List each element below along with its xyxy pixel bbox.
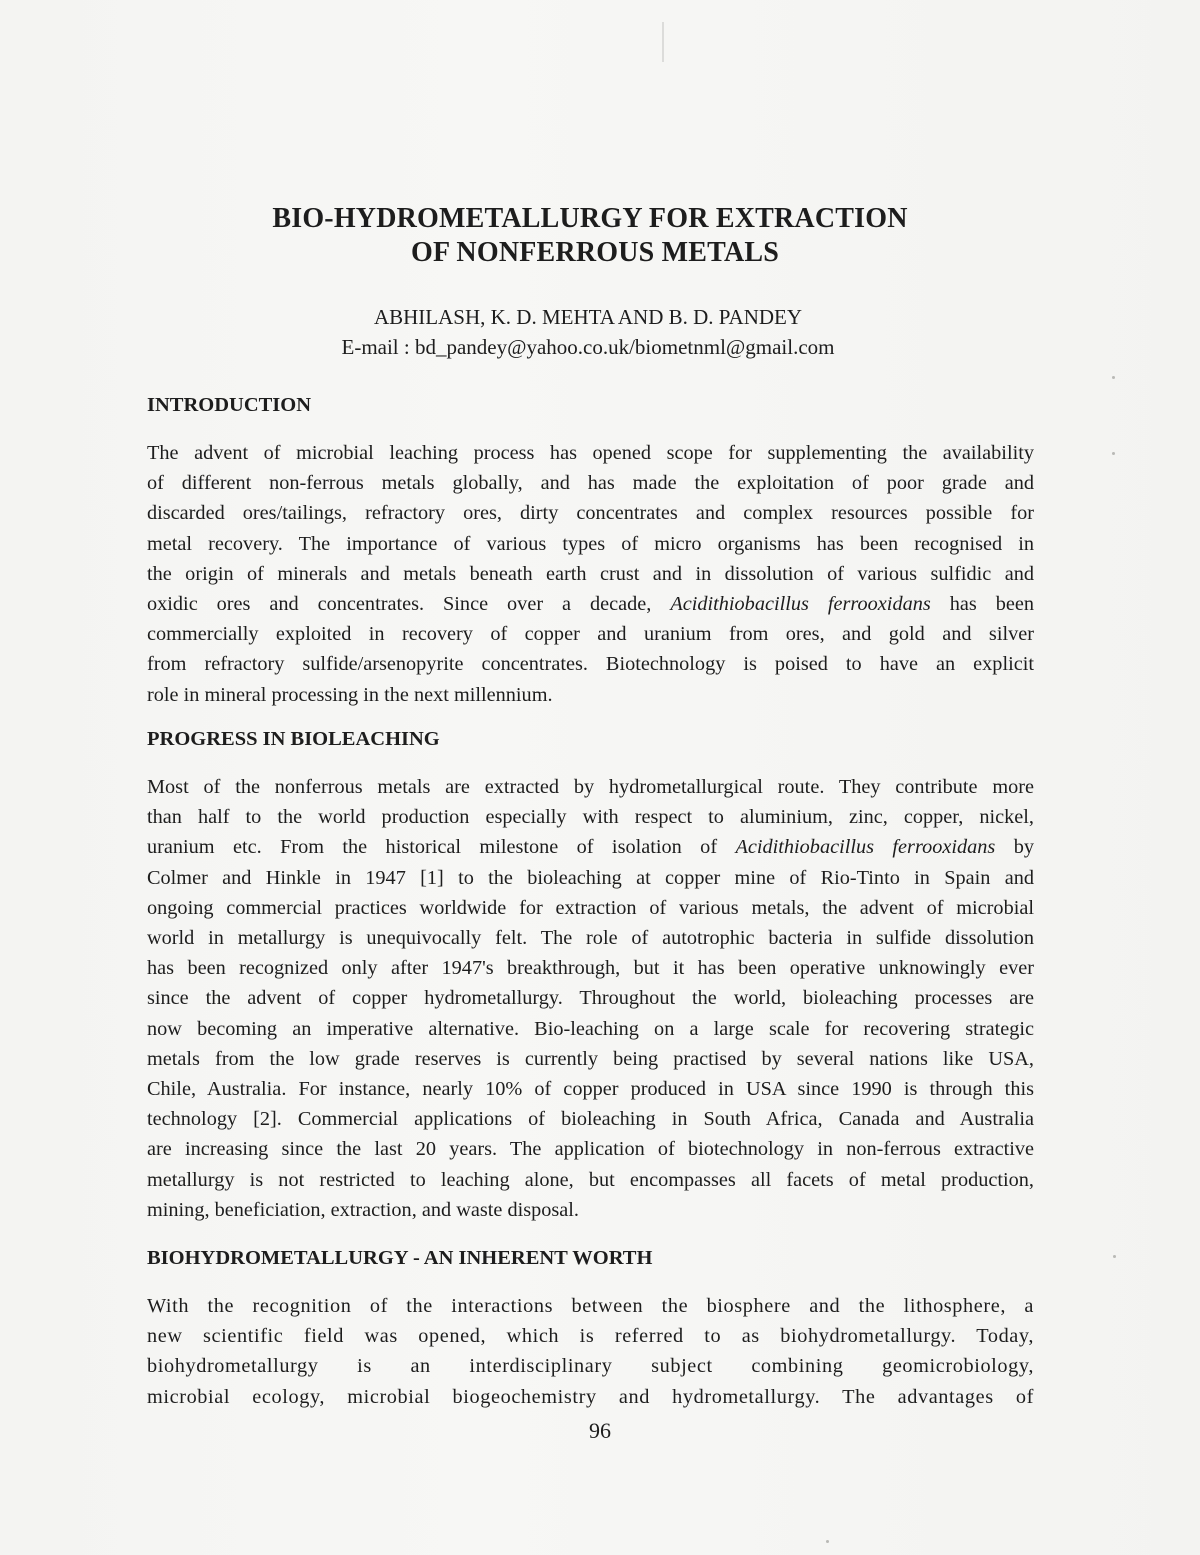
author-email: E-mail : bd_pandey@yahoo.co.uk/biometnml@gmail.com: [341, 335, 835, 359]
page-number: 96: [589, 1418, 611, 1443]
text-run: oxidic ores and concentrates. Since over a decade,: [147, 593, 671, 616]
text-line: Colmer and Hinkle in 1947 [1] to the bioleaching at copper mine of Rio-Tinto in Spain and: [147, 866, 1034, 889]
scan-speck: [1112, 376, 1115, 379]
text-line: biohydrometallurgy is an interdisciplinary subject combining geomicrobiology,: [147, 1355, 1034, 1378]
text-line: discarded ores/tailings, refractory ores, dirty concentrates and complex resources possible for: [147, 502, 1034, 525]
species-name: Acidithiobacillus ferrooxidans: [670, 593, 931, 616]
paragraph-progress: [147, 772, 1034, 1225]
text-line: mining, beneficiation, extraction, and waste disposal.: [147, 1198, 579, 1221]
text-line: metal recovery. The importance of various types of micro organisms has been recognised in: [147, 532, 1034, 555]
text-line: has been recognized only after 1947's breakthrough, but it has been operative unknowingly ever: [147, 957, 1034, 980]
text-line-with-species: [147, 832, 1034, 862]
text-line: role in mineral processing in the next millennium.: [147, 683, 553, 706]
section-heading-progress: PROGRESS IN BIOLEACHING: [147, 728, 440, 750]
text-run: uranium etc. From the historical milestone of isolation of: [147, 836, 736, 859]
text-line: microbial ecology, microbial biogeochemistry and hydrometallurgy. The advantages of: [147, 1385, 1034, 1408]
section-heading-biohydrometallurgy: BIOHYDROMETALLURGY - AN INHERENT WORTH: [147, 1247, 653, 1269]
text-line: from refractory sulfide/arsenopyrite concentrates. Biotechnology is poised to have an explicit: [147, 653, 1034, 676]
text-line: technology [2]. Commercial applications of bioleaching in South Africa, Canada and Australia: [147, 1108, 1034, 1131]
text-line: since the advent of copper hydrometallurgy. Throughout the world, bioleaching processes are: [147, 987, 1034, 1010]
scan-speck: [826, 1540, 829, 1543]
text-line: are increasing since the last 20 years. The application of biotechnology in non-ferrous extractive: [147, 1138, 1034, 1161]
text-line: Chile, Australia. For instance, nearly 10% of copper produced in USA since 1990 is through this: [147, 1078, 1034, 1101]
scan-binding-mark: [662, 22, 664, 62]
text-line: Most of the nonferrous metals are extracted by hydrometallurgical route. They contribute more: [147, 776, 1034, 798]
text-line: of different non-ferrous metals globally, and has made the exploitation of poor grade and: [147, 472, 1034, 495]
text-line: than half to the world production especially with respect to aluminium, zinc, copper, nickel,: [147, 806, 1034, 829]
text-line: new scientific field was opened, which is referred to as biohydrometallurgy. Today,: [147, 1325, 1034, 1348]
paragraph-introduction: [147, 438, 1034, 710]
text-line: metals from the low grade reserves is currently being practised by several nations like USA,: [147, 1047, 1034, 1070]
scan-speck: [1113, 1255, 1116, 1258]
text-line: ongoing commercial practices worldwide for extraction of various metals, the advent of microbial: [147, 896, 1034, 919]
text-line: the origin of minerals and metals beneath earth crust and in dissolution of various sulfidic and: [147, 562, 1034, 585]
section-heading-introduction: INTRODUCTION: [147, 394, 312, 416]
paragraph-biohydrometallurgy: [147, 1291, 1034, 1412]
text-run: by: [995, 836, 1034, 859]
author-list: ABHILASH, K. D. MEHTA AND B. D. PANDEY: [373, 305, 803, 329]
text-line: commercially exploited in recovery of copper and uranium from ores, and gold and silver: [147, 623, 1034, 646]
text-line-with-species: [147, 589, 1034, 619]
paper-title-line-2: OF NONFERROUS METALS: [410, 237, 780, 268]
species-name: Acidithiobacillus ferrooxidans: [735, 836, 996, 859]
scan-speck: [1112, 452, 1115, 455]
text-line: world in metallurgy is unequivocally felt. The role of autotrophic bacteria in sulfide dissolution: [147, 927, 1034, 950]
paper-title-line-1: BIO-HYDROMETALLURGY FOR EXTRACTION: [272, 203, 908, 234]
text-line: With the recognition of the interactions between the biosphere and the lithosphere, a: [147, 1295, 1034, 1317]
text-run: has been: [930, 593, 1035, 616]
text-line: metallurgy is not restricted to leaching alone, but encompasses all facets of metal production,: [147, 1168, 1034, 1191]
text-line: now becoming an imperative alternative. Bio-leaching on a large scale for recovering strategic: [147, 1017, 1034, 1040]
text-line: The advent of microbial leaching process has opened scope for supplementing the availability: [147, 442, 1034, 464]
